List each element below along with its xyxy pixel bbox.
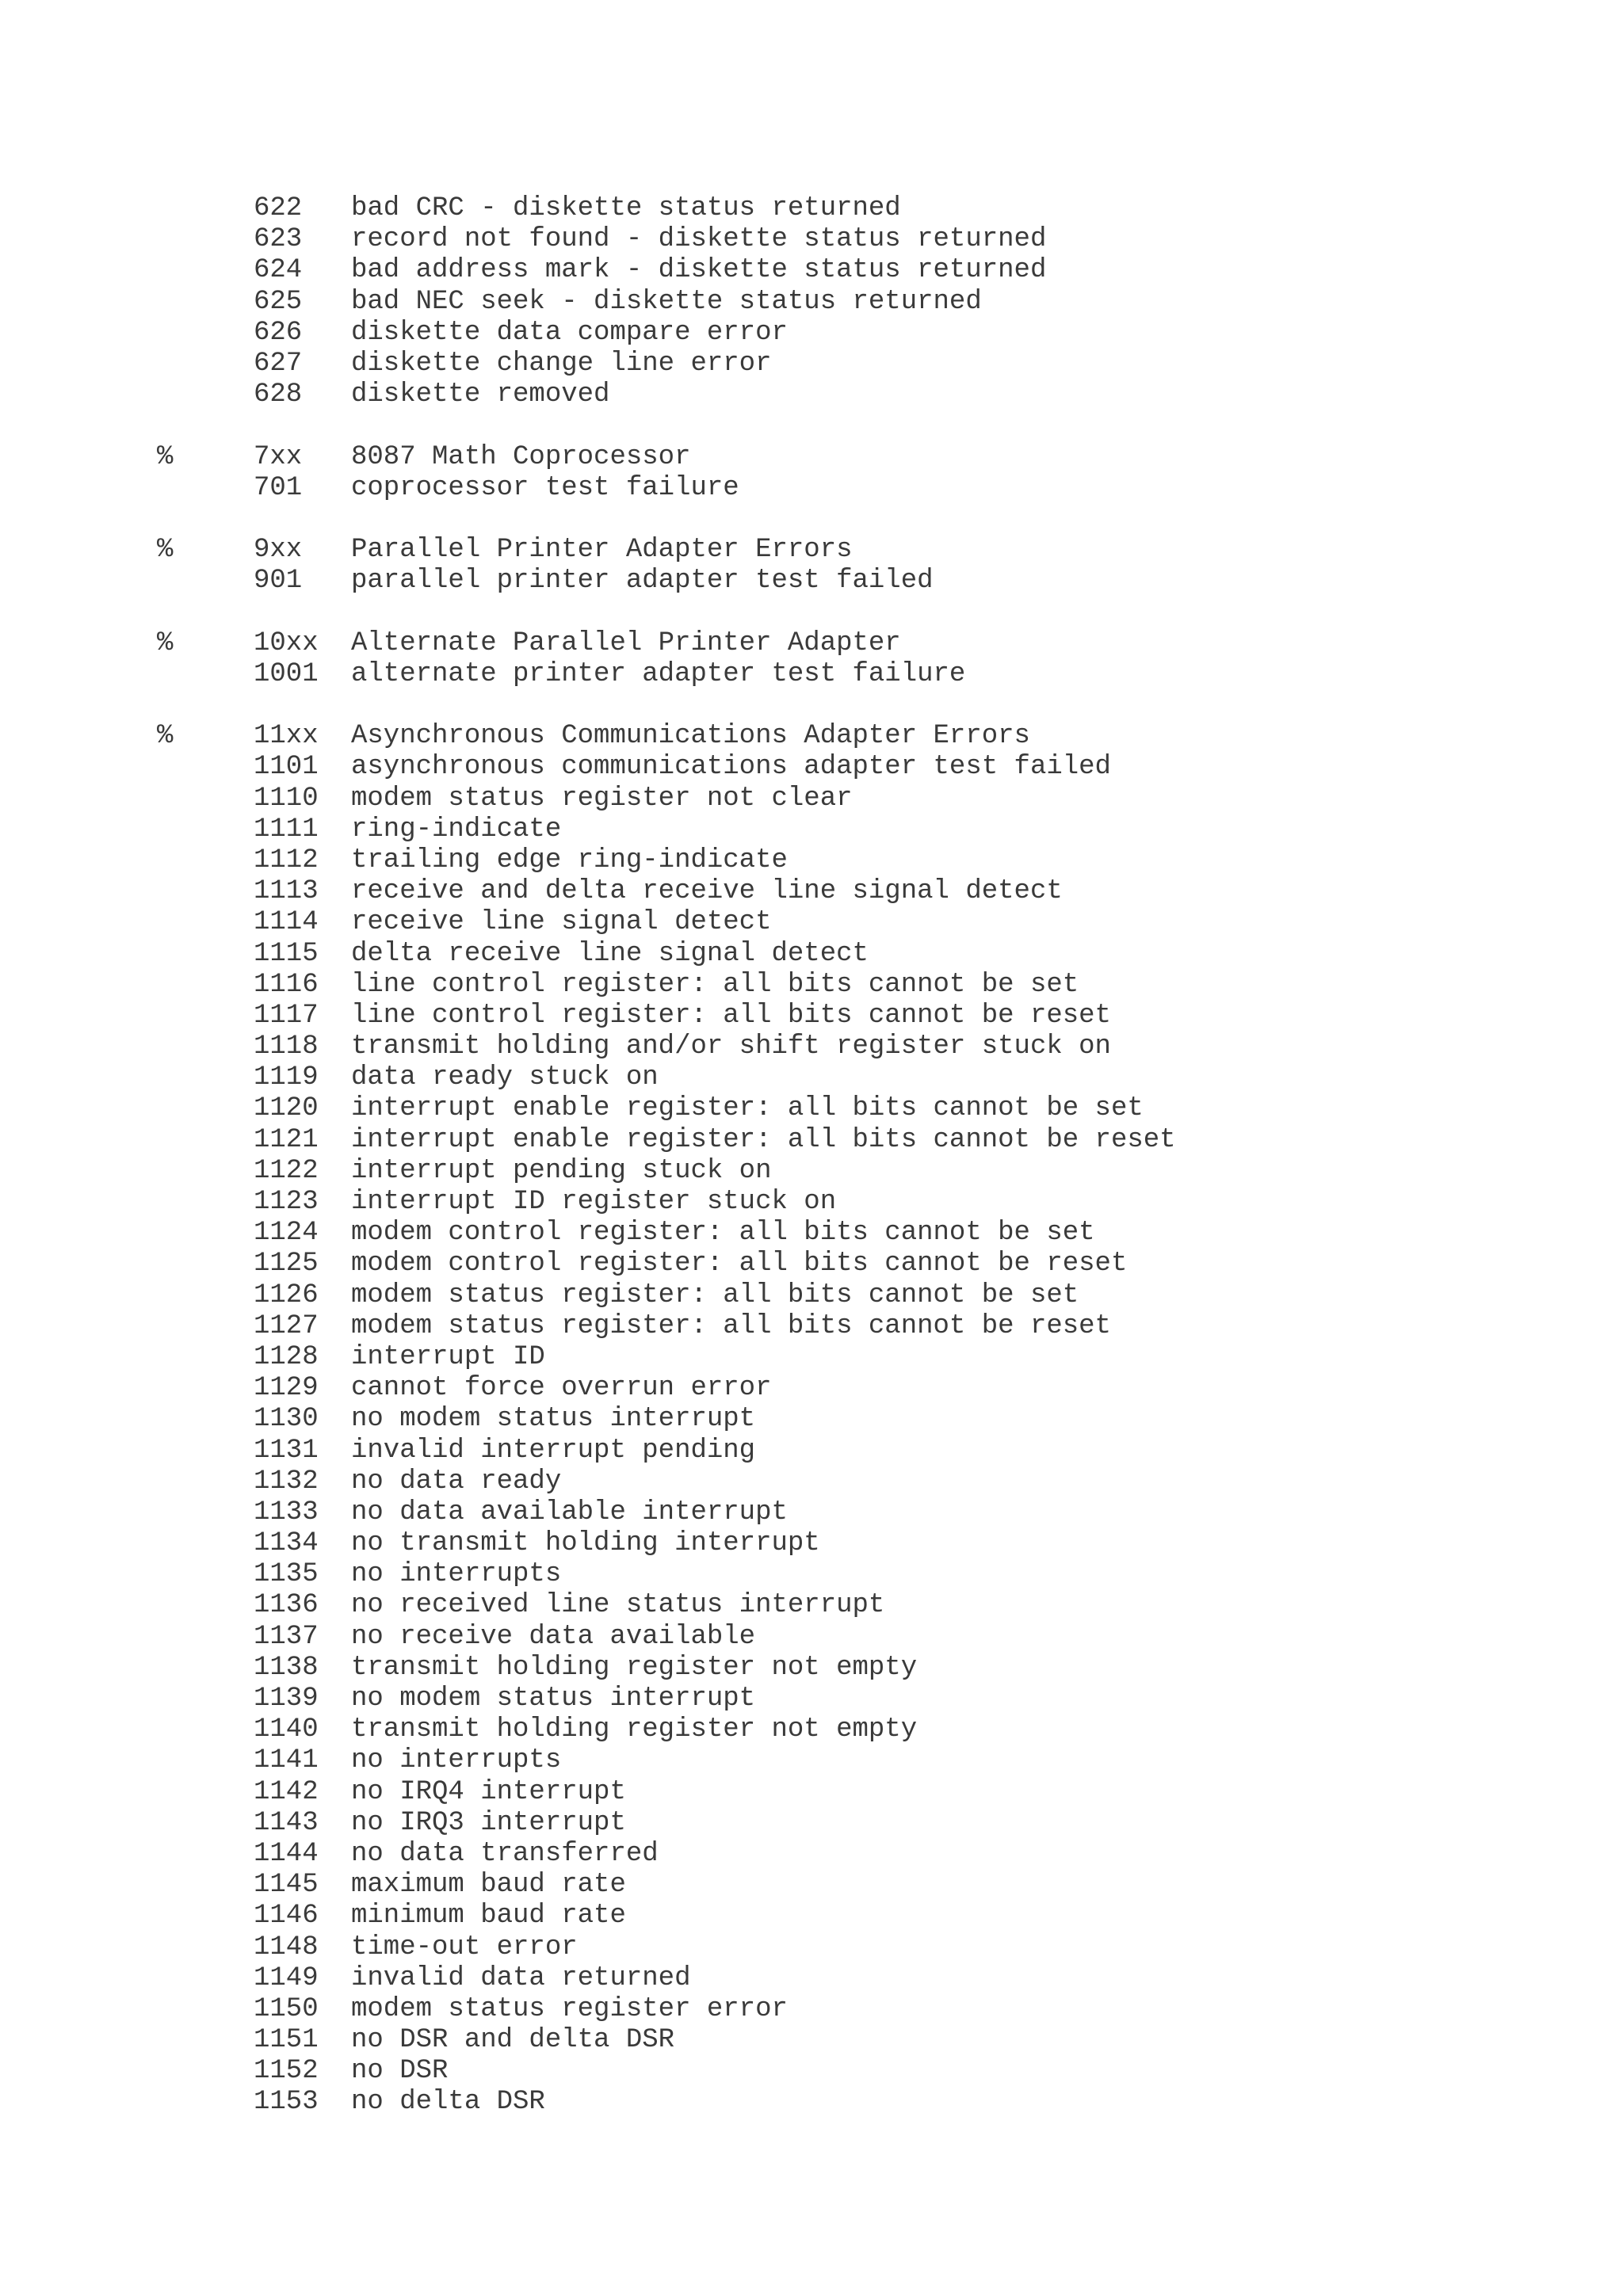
error-code-row: [0, 1901, 1623, 1932]
error-code: 623: [254, 224, 303, 255]
error-description: diskette data compare error: [351, 317, 788, 348]
error-code-row: [0, 659, 1623, 690]
error-description: time-out error: [351, 1932, 578, 1962]
error-code-row: [0, 1373, 1623, 1404]
error-code-row: [0, 907, 1623, 938]
section-header-row: [0, 535, 1623, 566]
section-header-row: [0, 628, 1623, 659]
error-code-row: [0, 784, 1623, 814]
error-description: invalid interrupt pending: [351, 1435, 756, 1466]
error-code: 1120: [254, 1093, 319, 1124]
error-description: invalid data returned: [351, 1962, 691, 1993]
error-code-listing: [0, 193, 1623, 2119]
error-code: 1135: [254, 1559, 319, 1590]
error-code-row: [0, 2087, 1623, 2118]
error-code-row: [0, 193, 1623, 224]
error-description: cannot force overrun error: [351, 1373, 772, 1404]
error-code-row: [0, 1466, 1623, 1497]
error-code: 1001: [254, 658, 319, 689]
error-description: no modem status interrupt: [351, 1404, 756, 1435]
error-code-row: [0, 970, 1623, 1001]
error-description: interrupt enable register: all bits cannot be set: [351, 1093, 1144, 1124]
error-code: 1138: [254, 1652, 319, 1683]
error-description: no DSR and delta DSR: [351, 2025, 675, 2056]
error-description: record not found - diskette status returned: [351, 224, 1047, 255]
error-description: no delta DSR: [351, 2087, 545, 2118]
error-code-row: [0, 1994, 1623, 2025]
error-code: 1101: [254, 752, 319, 783]
error-code: 1149: [254, 1962, 319, 1993]
section-header-row: [0, 442, 1623, 473]
error-code-row: [0, 287, 1623, 318]
error-code: 1115: [254, 938, 319, 969]
error-code-row: [0, 1280, 1623, 1311]
error-code-row: [0, 1497, 1623, 1528]
error-description: bad NEC seek - diskette status returned: [351, 286, 982, 317]
error-code-row: [0, 752, 1623, 783]
error-code: 1122: [254, 1155, 319, 1186]
error-code: 9xx: [254, 535, 303, 566]
error-description: no IRQ3 interrupt: [351, 1807, 626, 1838]
error-description: modem status register error: [351, 1993, 788, 2024]
error-description: parallel printer adapter test failed: [351, 566, 934, 597]
error-code: 1111: [254, 814, 319, 845]
error-code: 7xx: [254, 441, 303, 472]
error-description: interrupt pending stuck on: [351, 1155, 772, 1186]
error-code-row: [0, 318, 1623, 349]
error-code: 1139: [254, 1684, 319, 1714]
error-description: no data transferred: [351, 1838, 659, 1869]
error-code: 1132: [254, 1466, 319, 1497]
error-code: 1129: [254, 1373, 319, 1404]
error-code: 628: [254, 379, 303, 410]
section-spacer: [0, 410, 1623, 441]
error-description: bad address mark - diskette status returned: [351, 255, 1047, 286]
error-code-row: [0, 1932, 1623, 1963]
error-code-row: [0, 1311, 1623, 1342]
error-description: transmit holding register not empty: [351, 1652, 918, 1683]
error-code: 1145: [254, 1870, 319, 1901]
error-code-row: [0, 1528, 1623, 1559]
error-code-row: [0, 1249, 1623, 1280]
error-description: no data ready: [351, 1466, 562, 1497]
error-code: 1150: [254, 1993, 319, 2024]
error-code: 701: [254, 472, 303, 503]
error-code: 1146: [254, 1901, 319, 1932]
error-code: 1118: [254, 1032, 319, 1062]
error-code: 1127: [254, 1310, 319, 1341]
error-code: 1117: [254, 1000, 319, 1031]
error-code-row: [0, 1093, 1623, 1124]
error-code: 627: [254, 348, 303, 379]
error-code-row: [0, 1839, 1623, 1870]
error-code: 901: [254, 566, 303, 597]
error-description: minimum baud rate: [351, 1901, 626, 1932]
error-code-row: [0, 566, 1623, 597]
error-description: diskette removed: [351, 379, 610, 410]
error-code-row: [0, 876, 1623, 907]
error-description: no IRQ4 interrupt: [351, 1776, 626, 1807]
section-header-row: [0, 721, 1623, 752]
error-description: receive and delta receive line signal detect: [351, 876, 1063, 907]
error-description: data ready stuck on: [351, 1062, 659, 1093]
error-description: no receive data available: [351, 1621, 756, 1652]
error-description: no interrupts: [351, 1745, 562, 1776]
error-code: 1112: [254, 845, 319, 875]
error-code: 1131: [254, 1435, 319, 1466]
error-code: 1110: [254, 783, 319, 814]
error-code-row: [0, 1963, 1623, 1994]
error-code: 626: [254, 317, 303, 348]
error-code-row: [0, 1032, 1623, 1062]
error-code-row: [0, 1745, 1623, 1776]
error-code: 624: [254, 255, 303, 286]
error-code: 1141: [254, 1745, 319, 1776]
error-description: ring-indicate: [351, 814, 562, 845]
error-code-row: [0, 2025, 1623, 2056]
error-description: no transmit holding interrupt: [351, 1528, 820, 1559]
error-description: receive line signal detect: [351, 907, 772, 938]
error-code-row: [0, 349, 1623, 379]
error-description: modem status register: all bits cannot be reset: [351, 1310, 1111, 1341]
error-code: 10xx: [254, 627, 319, 658]
error-code-row: [0, 1870, 1623, 1901]
error-code-row: [0, 814, 1623, 845]
error-code-row: [0, 845, 1623, 876]
error-code: 1134: [254, 1528, 319, 1559]
error-code-row: [0, 1156, 1623, 1187]
error-code-row: [0, 255, 1623, 286]
error-code: 1124: [254, 1218, 319, 1249]
error-description: line control register: all bits cannot be reset: [351, 1000, 1111, 1031]
error-code: 622: [254, 193, 303, 223]
error-code-row: [0, 2056, 1623, 2087]
error-code-row: [0, 379, 1623, 410]
error-code: 1148: [254, 1932, 319, 1962]
section-title: Asynchronous Communications Adapter Errors: [351, 721, 1030, 752]
error-code: 1128: [254, 1341, 319, 1372]
error-code: 1130: [254, 1404, 319, 1435]
section-title: Parallel Printer Adapter Errors: [351, 535, 853, 566]
error-description: line control register: all bits cannot be set: [351, 969, 1079, 1000]
error-description: transmit holding and/or shift register stuck on: [351, 1032, 1111, 1062]
error-code: 1143: [254, 1807, 319, 1838]
error-code: 625: [254, 286, 303, 317]
error-code-row: [0, 1187, 1623, 1218]
error-code: 1151: [254, 2025, 319, 2056]
section-marker: %: [157, 441, 174, 472]
error-code: 1113: [254, 876, 319, 907]
error-code-row: [0, 1436, 1623, 1466]
section-spacer: [0, 504, 1623, 535]
error-code-row: [0, 1714, 1623, 1745]
error-code-row: [0, 1125, 1623, 1156]
section-title: 8087 Math Coprocessor: [351, 441, 691, 472]
error-description: interrupt ID: [351, 1341, 545, 1372]
error-code: 1152: [254, 2056, 319, 2087]
error-description: modem status register: all bits cannot be set: [351, 1280, 1079, 1310]
error-description: trailing edge ring-indicate: [351, 845, 788, 875]
error-code: 1119: [254, 1062, 319, 1093]
error-description: interrupt enable register: all bits cannot be reset: [351, 1124, 1176, 1155]
error-code: 1125: [254, 1249, 319, 1280]
error-description: asynchronous communications adapter test failed: [351, 752, 1111, 783]
error-code: 1153: [254, 2087, 319, 2118]
error-code: 1116: [254, 969, 319, 1000]
error-code-row: [0, 1062, 1623, 1093]
error-code: 1136: [254, 1590, 319, 1621]
error-code-row: [0, 1622, 1623, 1653]
error-description: no data available interrupt: [351, 1497, 788, 1527]
error-code: 1144: [254, 1838, 319, 1869]
error-code-row: [0, 939, 1623, 970]
section-spacer: [0, 597, 1623, 627]
error-code-row: [0, 1808, 1623, 1839]
error-code: 1123: [254, 1187, 319, 1217]
section-title: Alternate Parallel Printer Adapter: [351, 627, 901, 658]
error-description: delta receive line signal detect: [351, 938, 869, 969]
error-description: no modem status interrupt: [351, 1684, 756, 1714]
error-description: no received line status interrupt: [351, 1590, 885, 1621]
section-marker: %: [157, 627, 174, 658]
error-code-row: [0, 1404, 1623, 1435]
error-code-row: [0, 1342, 1623, 1373]
error-code-row: [0, 224, 1623, 255]
error-code: 1133: [254, 1497, 319, 1527]
error-description: interrupt ID register stuck on: [351, 1187, 837, 1217]
error-code: 1142: [254, 1776, 319, 1807]
error-description: diskette change line error: [351, 348, 772, 379]
error-code: 11xx: [254, 721, 319, 752]
error-code-row: [0, 1559, 1623, 1590]
error-code-row: [0, 1653, 1623, 1684]
section-marker: %: [157, 721, 174, 752]
error-description: transmit holding register not empty: [351, 1714, 918, 1745]
error-code: 1121: [254, 1124, 319, 1155]
error-description: bad CRC - diskette status returned: [351, 193, 901, 223]
error-code: 1126: [254, 1280, 319, 1310]
error-code-row: [0, 1590, 1623, 1621]
error-code: 1140: [254, 1714, 319, 1745]
error-code-row: [0, 1777, 1623, 1808]
error-code-row: [0, 1218, 1623, 1249]
section-marker: %: [157, 535, 174, 566]
error-description: modem control register: all bits cannot be reset: [351, 1249, 1128, 1280]
error-code-row: [0, 473, 1623, 504]
error-code: 1114: [254, 907, 319, 938]
error-code-row: [0, 1684, 1623, 1714]
error-description: modem control register: all bits cannot be set: [351, 1218, 1095, 1249]
error-description: coprocessor test failure: [351, 472, 739, 503]
section-spacer: [0, 690, 1623, 721]
error-description: no DSR: [351, 2056, 449, 2087]
error-code-row: [0, 1001, 1623, 1032]
error-description: maximum baud rate: [351, 1870, 626, 1901]
error-description: modem status register not clear: [351, 783, 853, 814]
error-description: alternate printer adapter test failure: [351, 658, 966, 689]
error-description: no interrupts: [351, 1559, 562, 1590]
error-code: 1137: [254, 1621, 319, 1652]
